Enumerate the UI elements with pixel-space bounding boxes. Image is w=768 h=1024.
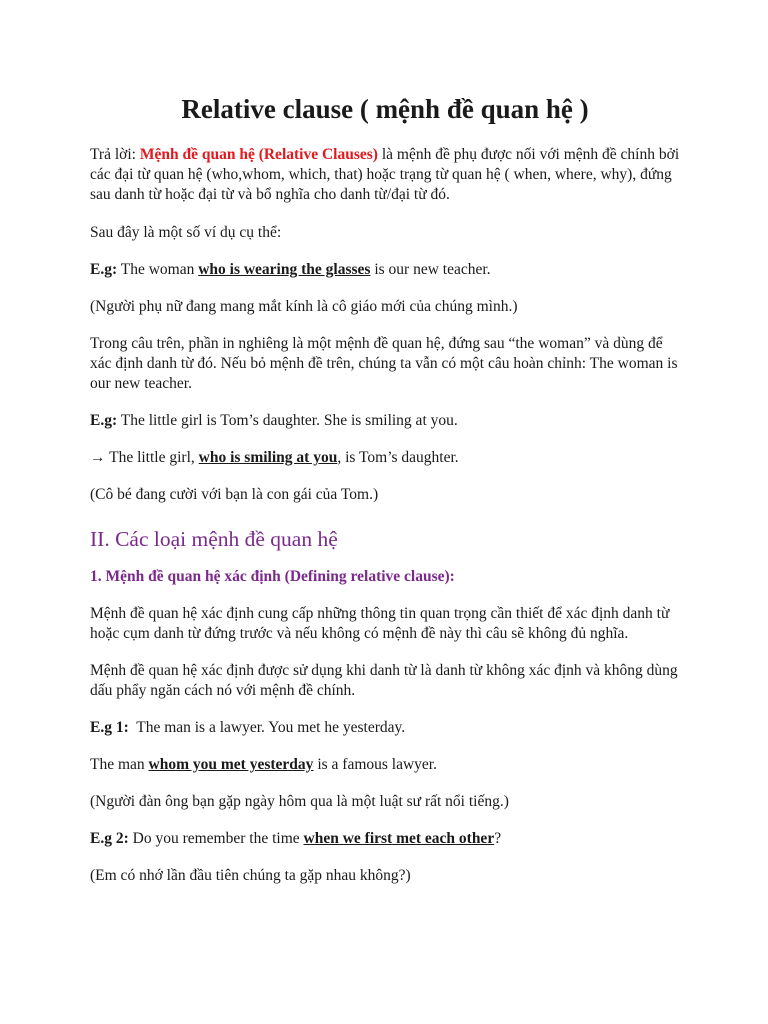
defining-example-1-text: The man is a lawyer. You met he yesterday. (128, 719, 406, 736)
explanation-paragraph: Trong câu trên, phần in nghiêng là một mệnh đề quan hệ, đứng sau “the woman” và dùng để xác định danh từ đó. Nếu bỏ mệnh đề trên, chúng ta vẫn có một câu hoàn chỉnh: The woman is our new teacher. (90, 335, 678, 392)
example-1-translation: (Người phụ nữ đang mang mắt kính là cô giáo mới của chúng mình.) (90, 298, 518, 315)
defining-example-2-after: ? (494, 830, 502, 847)
intro-term: Mệnh đề quan hệ (Relative Clauses) (139, 146, 378, 163)
document-title: Relative clause ( mệnh đề quan hệ ) (181, 94, 589, 124)
defining-example-2-clause: when we first met each other (303, 830, 495, 847)
example-2-result (90, 448, 680, 468)
example-1-clause: who is wearing the glasses (198, 261, 371, 278)
example-2-result-before: → The little girl, (90, 449, 199, 466)
defining-paragraph-2: Mệnh đề quan hệ xác định được sử dụng khi danh từ là danh từ không xác định và không dùng dấu phẩy ngăn cách nó với mệnh đề chính. (90, 662, 678, 699)
defining-example-2 (90, 829, 680, 849)
defining-example-1-result-clause: whom you met yesterday (148, 756, 314, 773)
example-1-after: is our new teacher. (370, 261, 491, 278)
example-1-before: The woman (117, 261, 199, 278)
defining-example-1-result (90, 755, 680, 775)
defining-example-1-translation: (Người đàn ông bạn gặp ngày hôm qua là một luật sư rất nổi tiếng.) (90, 793, 509, 810)
example-2-result-after: , is Tom’s daughter. (337, 449, 459, 466)
example-1-label: E.g: (90, 261, 118, 278)
example-2 (90, 411, 680, 431)
intro-paragraph (90, 145, 680, 205)
defining-example-2-translation: (Em có nhớ lần đầu tiên chúng ta gặp nhau không?) (90, 867, 411, 884)
defining-example-2-label: E.g 2: (90, 830, 129, 847)
example-2-translation: (Cô bé đang cười với bạn là con gái của Tom.) (90, 486, 379, 503)
example-2-result-clause: who is smiling at you (198, 449, 338, 466)
subsection-heading: 1. Mệnh đề quan hệ xác định (Defining relative clause): (90, 568, 455, 585)
defining-example-2-before: Do you remember the time (128, 830, 304, 847)
example-2-label: E.g: (90, 412, 118, 429)
intro-lead: Trả lời: (90, 146, 140, 163)
defining-example-1-label: E.g 1: (90, 719, 129, 736)
example-2-text: The little girl is Tom’s daughter. She is smiling at you. (117, 412, 458, 429)
section-heading: II. Các loại mệnh đề quan hệ (90, 527, 338, 551)
intro-rest: là mệnh đề phụ được nối với mệnh đề chính bởi các đại từ quan hệ (who,whom, which, that) hoặc trạng từ quan hệ ( when, where, why), đứng sau danh từ hoặc đại từ và bổ nghĩa cho danh từ/đại từ đó. (90, 146, 680, 203)
example-1 (90, 260, 680, 280)
defining-paragraph-1: Mệnh đề quan hệ xác định cung cấp những thông tin quan trọng cần thiết để xác định danh từ hoặc cụm danh từ đứng trước và nếu không có mệnh đề này thì câu sẽ không đủ nghĩa. (90, 605, 670, 642)
examples-intro: Sau đây là một số ví dụ cụ thể: (90, 224, 282, 241)
defining-example-1 (90, 718, 680, 738)
defining-example-1-result-before: The man (90, 756, 149, 773)
defining-example-1-result-after: is a famous lawyer. (313, 756, 437, 773)
